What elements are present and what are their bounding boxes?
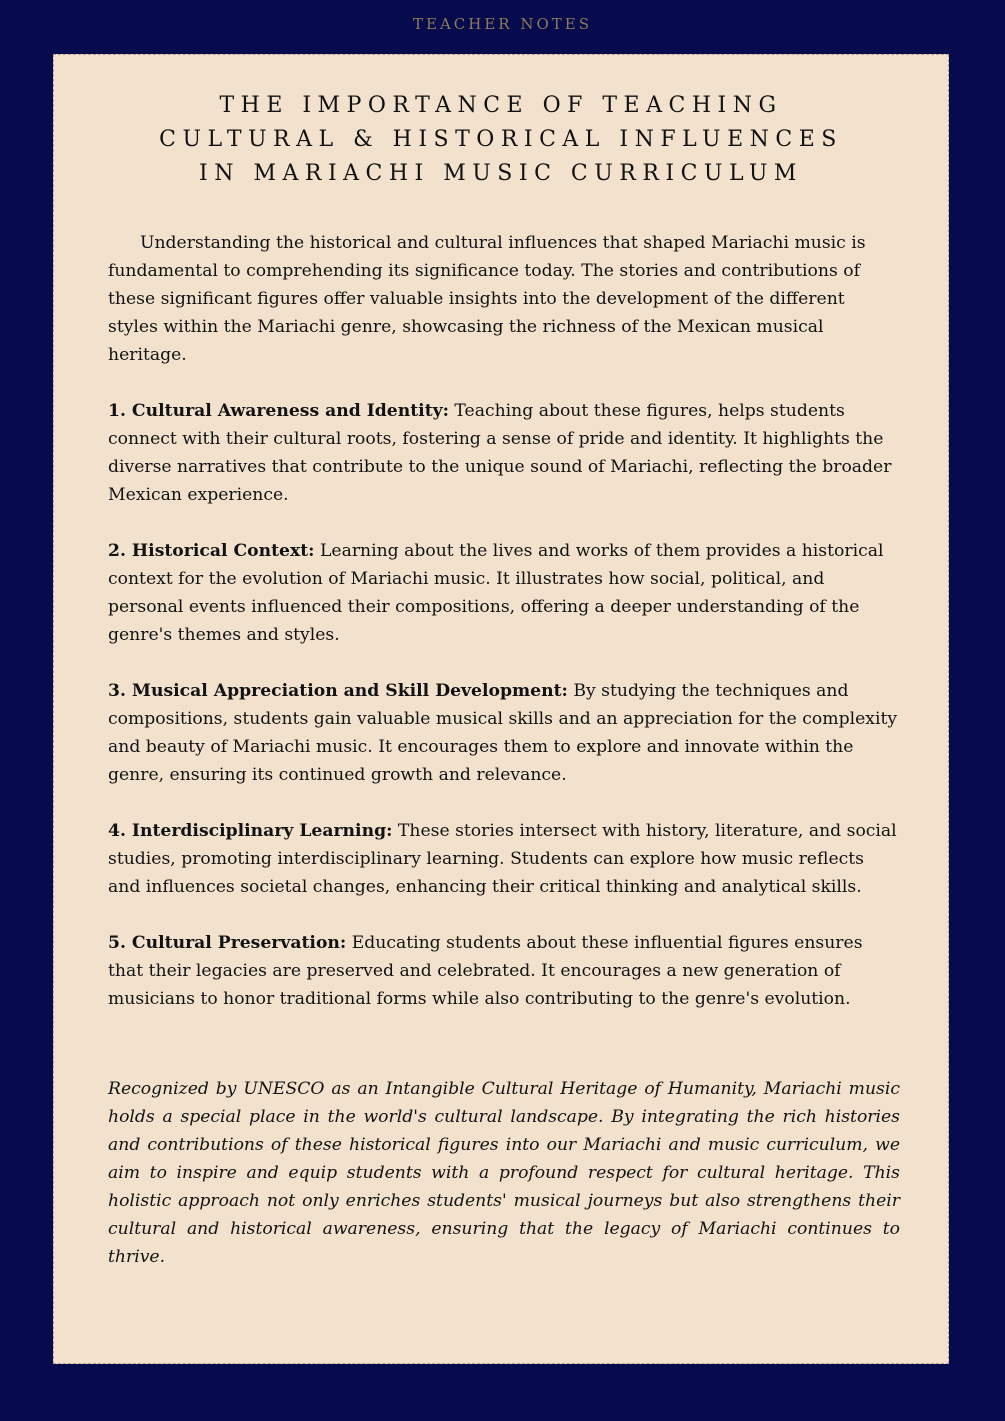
closing-paragraph: Recognized by UNESCO as an Intangible Cultural Heritage of Humanity, Mariachi music holds a special place in the world's cultural landscape. By integrating the rich histories and contributions of these historical figures into our Mariachi and music curriculum, we aim to inspire and equip students with a profound respect for cultural heritage. This holistic approach not only enriches students' musical journeys but also strengthens their cultural and historical awareness, ensuring that the legacy of Mariachi continues to thrive. xyxy=(108,1079,900,1267)
teacher-notes-label: TEACHER NOTES xyxy=(412,15,592,33)
point-heading: 5. Cultural Preservation: xyxy=(108,933,347,953)
title-line-2: CULTURAL & HISTORICAL INFLUENCES xyxy=(159,127,843,152)
notes-sheet xyxy=(53,54,949,1364)
point-heading: 4. Interdisciplinary Learning: xyxy=(108,821,393,841)
point-text: Teaching about these figures, helps students connect with their cultural roots, fostering a sense of pride and identity. It highlights the diverse narratives that contribute to the unique sound of Mariachi, reflecting the broader Mexican experience. xyxy=(108,401,892,505)
intro-paragraph: Understanding the historical and cultural influences that shaped Mariachi music is fundamental to comprehending its significance today. The stories and contributions of these significant figures offer valuable insights into the development of the different styles within the Mariachi genre, showcasing the richness of the Mexican musical heritage. xyxy=(108,233,866,365)
notes-content xyxy=(108,229,900,1299)
point-heading: 1. Cultural Awareness and Identity: xyxy=(108,401,449,421)
point-interdisciplinary-learning xyxy=(108,817,900,901)
point-cultural-preservation xyxy=(108,929,900,1013)
point-text: Educating students about these influential figures ensures that their legacies are preserved and celebrated. It encourages a new generation of musicians to honor traditional forms while also contributing to the genre's evolution. xyxy=(108,933,863,1009)
title-line-1: THE IMPORTANCE OF TEACHING xyxy=(219,93,783,118)
point-heading: 2. Historical Context: xyxy=(108,541,315,561)
point-text: These stories intersect with history, literature, and social studies, promoting interdisciplinary learning. Students can explore how music reflects and influences societal changes, enhancing their critical thinking and analytical skills. xyxy=(108,821,897,897)
point-musical-appreciation xyxy=(108,677,900,789)
point-text: By studying the techniques and compositions, students gain valuable musical skills and an appreciation for the complexity and beauty of Mariachi music. It encourages them to explore and innovate within the genre, ensuring its continued growth and relevance. xyxy=(108,681,898,785)
point-heading: 3. Musical Appreciation and Skill Development: xyxy=(108,681,568,701)
point-cultural-awareness xyxy=(108,397,900,509)
page-title xyxy=(54,89,948,191)
title-line-3: IN MARIACHI MUSIC CURRICULUM xyxy=(199,161,803,186)
point-historical-context xyxy=(108,537,900,649)
point-text: Learning about the lives and works of them provides a historical context for the evolution of Mariachi music. It illustrates how social, political, and personal events influenced their compositions, offering a deeper understanding of the genre's themes and styles. xyxy=(108,541,884,645)
